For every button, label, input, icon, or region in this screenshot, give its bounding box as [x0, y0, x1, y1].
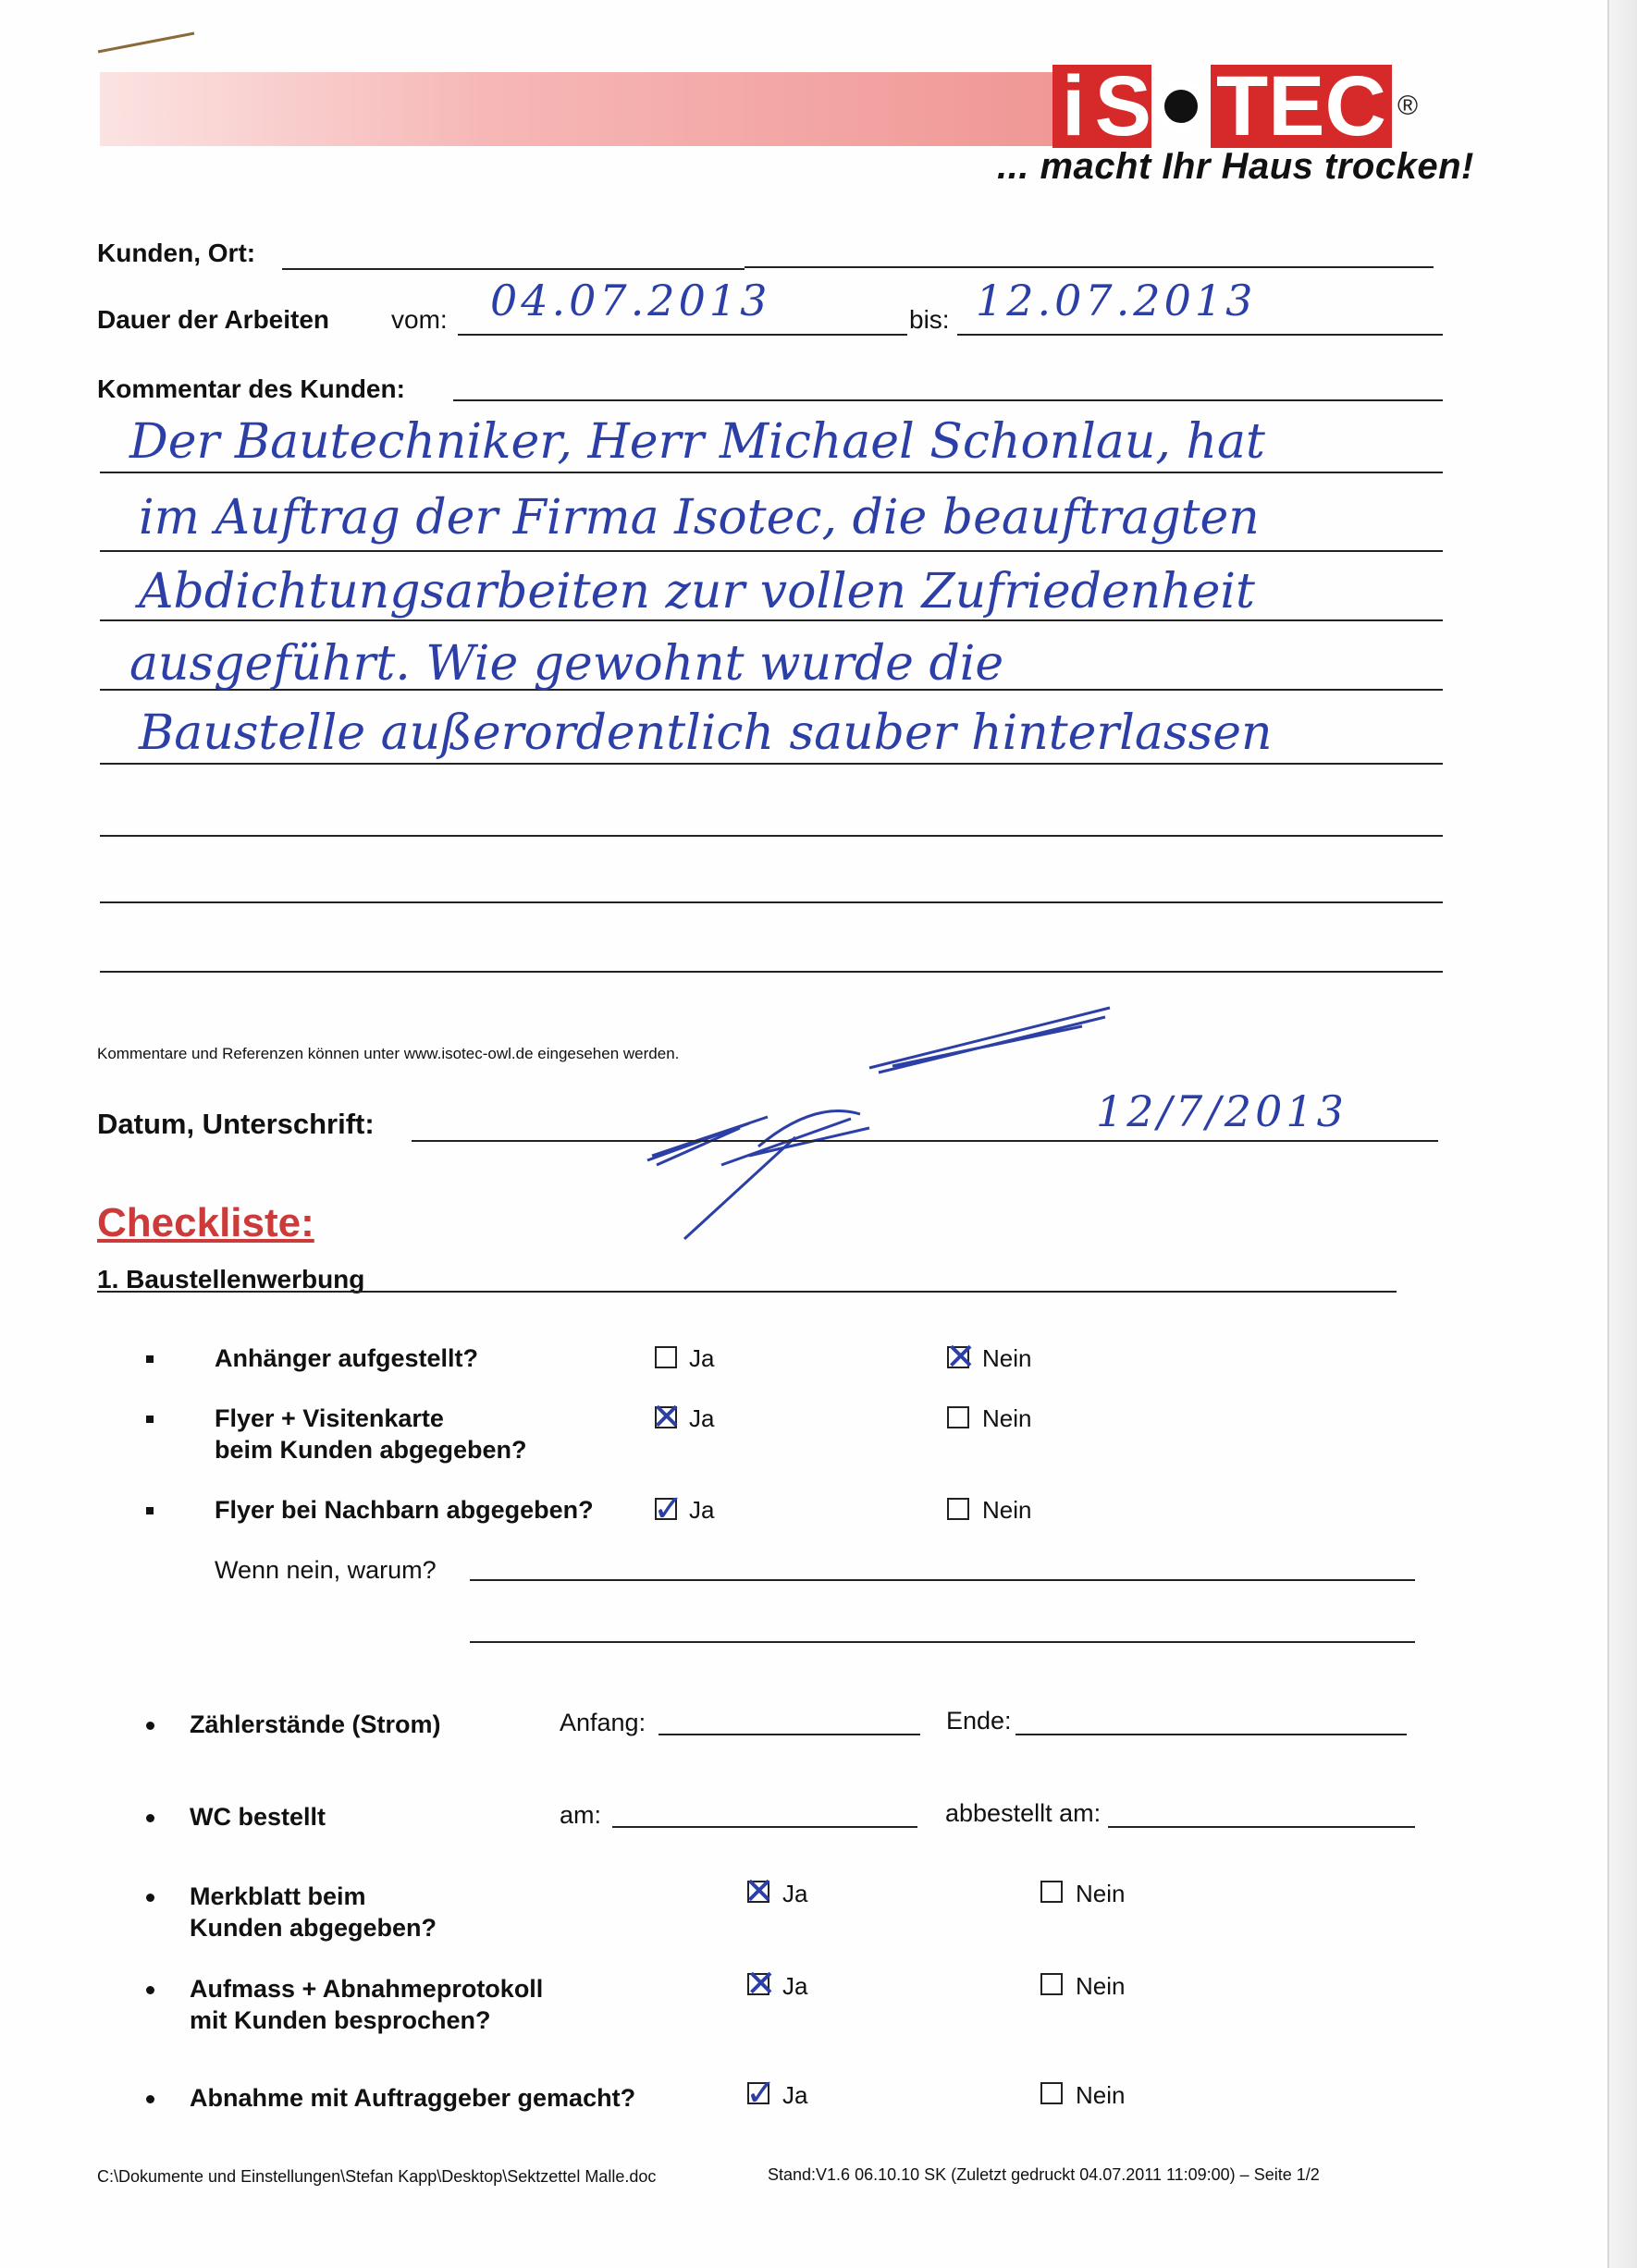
- leaflet-yes-check-mark: ✕: [744, 1870, 775, 1913]
- item-flyer-label-1: Flyer + Visitenkarte: [215, 1404, 444, 1432]
- section1-line: [97, 1291, 1397, 1293]
- from-line: [458, 334, 907, 336]
- bullet: [146, 1722, 154, 1730]
- trailer-yes-checkbox[interactable]: [655, 1346, 677, 1368]
- header-gradient-band: [100, 72, 1052, 146]
- wc-on-label: am:: [560, 1801, 602, 1829]
- why-not-line-2[interactable]: [470, 1641, 1415, 1643]
- flyer-yes-check-mark: ✕: [651, 1396, 683, 1439]
- comment-text-line-2[interactable]: im Auftrag der Firma Isotec, die beauftragten: [139, 490, 1260, 546]
- comment-line-0: [453, 399, 1443, 401]
- to-line: [957, 334, 1443, 336]
- meter-end-line[interactable]: [1015, 1734, 1407, 1735]
- duration-label: Dauer der Arbeiten: [97, 305, 330, 334]
- measurement-label-1: Aufmass + Abnahmeprotokoll: [190, 1975, 544, 2003]
- wc-cancelled-label: abbestellt am:: [945, 1799, 1102, 1827]
- date-signature-line: [412, 1140, 1438, 1142]
- leaflet-yes-label: Ja: [782, 1880, 808, 1907]
- meter-label: Zählerstände (Strom): [190, 1710, 441, 1738]
- comment-text-line-1[interactable]: Der Bautechniker, Herr Michael Schonlau, hat: [129, 414, 1265, 470]
- meter-end-label: Ende:: [946, 1707, 1012, 1735]
- bullet: [146, 1986, 154, 1994]
- leaflet-label-1: Merkblatt beim: [190, 1882, 366, 1910]
- neighbors-yes-check-mark: ✓: [653, 1488, 684, 1530]
- acceptance-no-checkbox[interactable]: [1040, 2082, 1063, 2104]
- flyer-yes-label: Ja: [689, 1404, 715, 1432]
- trailer-no-label: Nein: [982, 1344, 1032, 1372]
- comment-line-1: [100, 472, 1443, 473]
- bullet: [146, 1814, 154, 1822]
- measurement-label-2: mit Kunden besprochen?: [190, 2006, 491, 2034]
- from-value[interactable]: 04.07.2013: [490, 276, 771, 325]
- bullet: [146, 2095, 154, 2103]
- meter-start-label: Anfang:: [560, 1709, 646, 1736]
- meter-start-line[interactable]: [658, 1734, 920, 1735]
- why-not-line-1[interactable]: [470, 1579, 1415, 1581]
- comment-line-5: [100, 763, 1443, 765]
- date-signature-label: Datum, Unterschrift:: [97, 1108, 375, 1140]
- flyer-no-label: Nein: [982, 1404, 1032, 1432]
- wc-cancelled-line[interactable]: [1108, 1826, 1415, 1828]
- neighbors-yes-label: Ja: [689, 1496, 715, 1524]
- acceptance-yes-label: Ja: [782, 2081, 808, 2109]
- comment-line-7: [100, 901, 1443, 903]
- measurement-yes-label: Ja: [782, 1972, 808, 2000]
- acceptance-yes-check-mark: ✓: [745, 2072, 777, 2115]
- acceptance-label: Abnahme mit Auftraggeber gemacht?: [190, 2084, 636, 2112]
- leaflet-label-2: Kunden abgegeben?: [190, 1914, 437, 1942]
- to-value[interactable]: 12.07.2013: [976, 276, 1257, 325]
- item-flyer-label-2: beim Kunden abgegeben?: [215, 1436, 527, 1464]
- wc-on-line[interactable]: [612, 1826, 917, 1828]
- measurement-no-checkbox[interactable]: [1040, 1973, 1063, 1995]
- neighbors-no-label: Nein: [982, 1496, 1032, 1524]
- comment-label: Kommentar des Kunden:: [97, 374, 405, 403]
- references-note: Kommentare und Referenzen können unter www.isotec-owl.de eingesehen werden.: [97, 1045, 680, 1062]
- comment-line-8: [100, 971, 1443, 973]
- isotec-logo: i S TEC ®: [1052, 65, 1418, 148]
- why-not-label: Wenn nein, warum?: [215, 1556, 437, 1584]
- bullet: [146, 1507, 154, 1514]
- comment-text-line-4[interactable]: ausgeführt. Wie gewohnt wurde die: [129, 636, 1004, 692]
- measurement-no-label: Nein: [1076, 1972, 1126, 2000]
- section1-title: 1. Baustellenwerbung: [97, 1265, 365, 1293]
- neighbors-no-checkbox[interactable]: [947, 1498, 969, 1520]
- comment-line-6: [100, 835, 1443, 837]
- comment-line-2: [100, 550, 1443, 552]
- footer-status: Stand:V1.6 06.10.10 SK (Zuletzt gedruckt 04.07.2011 11:09:00) – Seite 1/2: [768, 2165, 1320, 2184]
- leaflet-no-label: Nein: [1076, 1880, 1126, 1907]
- comment-text-line-3[interactable]: Abdichtungsarbeiten zur vollen Zufriedenheit: [139, 564, 1255, 619]
- bullet: [146, 1894, 154, 1902]
- bullet: [146, 1416, 154, 1423]
- wc-label: WC bestellt: [190, 1803, 326, 1831]
- comment-line-3: [100, 619, 1443, 621]
- footer-path: C:\Dokumente und Einstellungen\Stefan Kapp\Desktop\Sektzettel Malle.doc: [97, 2167, 657, 2186]
- acceptance-no-label: Nein: [1076, 2081, 1126, 2109]
- from-label: vom:: [391, 305, 448, 334]
- measurement-yes-check-mark: ✕: [745, 1963, 777, 2005]
- comment-text-line-5[interactable]: Baustelle außerordentlich sauber hinterlassen: [139, 705, 1273, 761]
- item-neighbors-label: Flyer bei Nachbarn abgegeben?: [215, 1496, 594, 1524]
- checklist-title: Checkliste:: [97, 1200, 314, 1245]
- signature-image: [629, 999, 1147, 1257]
- trailer-yes-label: Ja: [689, 1344, 715, 1372]
- trailer-no-check-mark: ✕: [945, 1336, 977, 1379]
- date-signature-value[interactable]: 12/7/2013: [1096, 1086, 1348, 1136]
- bullet: [146, 1355, 154, 1363]
- customer-line-2: [745, 266, 1434, 268]
- flyer-no-checkbox[interactable]: [947, 1406, 969, 1428]
- customer-label: Kunden, Ort:: [97, 239, 256, 267]
- to-label: bis:: [909, 305, 950, 334]
- page-edge: [1607, 0, 1637, 2268]
- customer-line-1: [282, 268, 745, 270]
- tagline: ... macht Ihr Haus trocken!: [997, 146, 1474, 187]
- leaflet-no-checkbox[interactable]: [1040, 1881, 1063, 1903]
- pencil-mark: [92, 26, 203, 63]
- item-trailer-label: Anhänger aufgestellt?: [215, 1344, 479, 1372]
